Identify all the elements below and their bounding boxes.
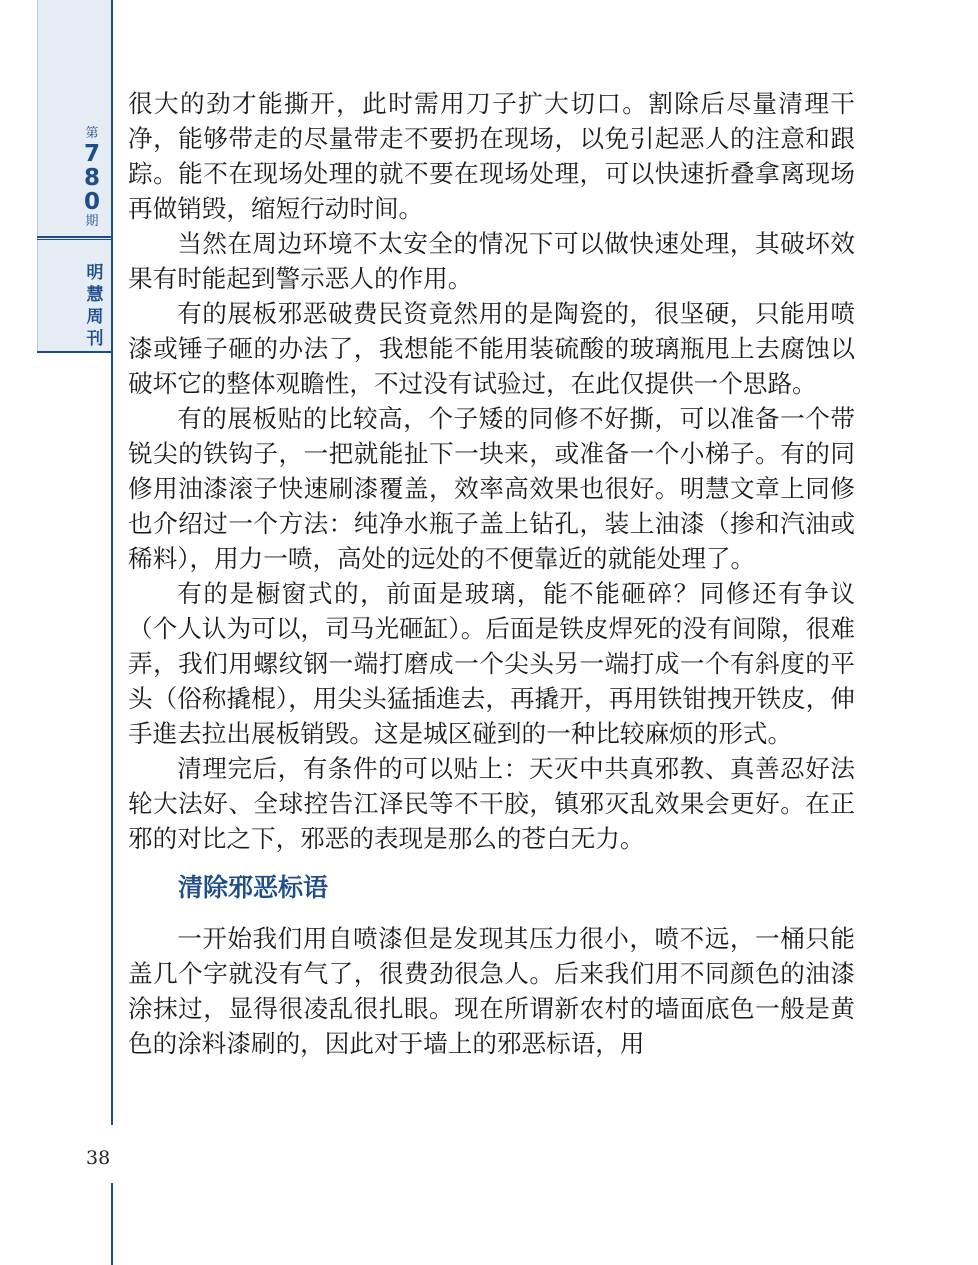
issue-digit: 0 [83, 189, 100, 215]
issue-digit: 7 [83, 141, 100, 167]
paragraph: 有的是橱窗式的，前面是玻璃，能不能砸碎？同修还有争议（个人认为可以，司马光砸缸）。后面是铁皮焊死的没有间隙，很难弄，我们用螺纹钢一端打磨成一个尖头另一端打成一个有斜度的平头（俗称撬棍），用尖头猛插進去，再撬开，再用铁钳拽开铁皮，伸手進去拉出展板销毁。这是城区碰到的一种比较麻烦的形式。 [128, 579, 855, 748]
sidebar-divider [37, 236, 113, 240]
article-body [128, 86, 855, 1061]
magazine-char: 明 [86, 263, 104, 283]
issue-suffix: 期 [85, 214, 99, 229]
issue-digit: 8 [83, 165, 100, 191]
margin-rule-bottom [111, 1183, 113, 1265]
magazine-char: 刊 [86, 329, 104, 349]
paragraph: 一开始我们用自喷漆但是发现其压力很小，喷不远，一桶只能盖几个字就没有气了，很费劲很急人。后来我们用不同颜色的油漆涂抹过，显得很凌乱很扎眼。现在所谓新农村的墙面底色一般是黄色的涂料漆刷的，因此对于墙上的邪恶标语，用 [128, 924, 855, 1058]
magazine-name [80, 262, 110, 350]
issue-prefix: 第 [85, 126, 99, 141]
magazine-char: 周 [86, 307, 104, 327]
paragraph: 有的展板贴的比较高，个子矮的同修不好撕，可以准备一个带锐尖的铁钩子，一把就能扯下一块来，或准备一个小梯子。有的同修用油漆滚子快速刷漆覆盖，效率高效果也很好。明慧文章上同修也介绍过一个方法：纯净水瓶子盖上钻孔，装上油漆（掺和汽油或稀料），用力一喷，高处的远处的不便靠近的就能处理了。 [128, 404, 855, 573]
paragraph: 清理完后，有条件的可以贴上：天灭中共真邪教、真善忍好法轮大法好、全球控告江泽民等不干胶，镇邪灭乱效果会更好。在正邪的对比之下，邪恶的表现是那么的苍白无力。 [128, 754, 855, 853]
margin-rule-top [111, 0, 113, 1125]
magazine-char: 慧 [86, 285, 104, 305]
paragraph: 有的展板邪恶破费民资竟然用的是陶瓷的，很坚硬，只能用喷漆或锤子砸的办法了，我想能不能用装硫酸的玻璃瓶甩上去腐蚀以破坏它的整体观瞻性，不过没有试验过，在此仅提供一个思路。 [128, 299, 855, 398]
issue-number [74, 126, 110, 230]
paragraph: 很大的劲才能撕开，此时需用刀子扩大切口。割除后尽量清理干净，能够带走的尽量带走不要扔在现场，以免引起恶人的注意和跟踪。能不在现场处理的就不要在现场处理，可以快速折叠拿离现场再做销毁，缩短行动时间。 [128, 89, 855, 223]
paragraph: 当然在周边环境不太安全的情况下可以做快速处理，其破坏效果有时能起到警示恶人的作用。 [128, 229, 855, 293]
page-number: 38 [86, 1147, 111, 1169]
section-heading: 清除邪恶标语 [178, 873, 329, 902]
sidebar-bottom-rule [37, 351, 113, 353]
